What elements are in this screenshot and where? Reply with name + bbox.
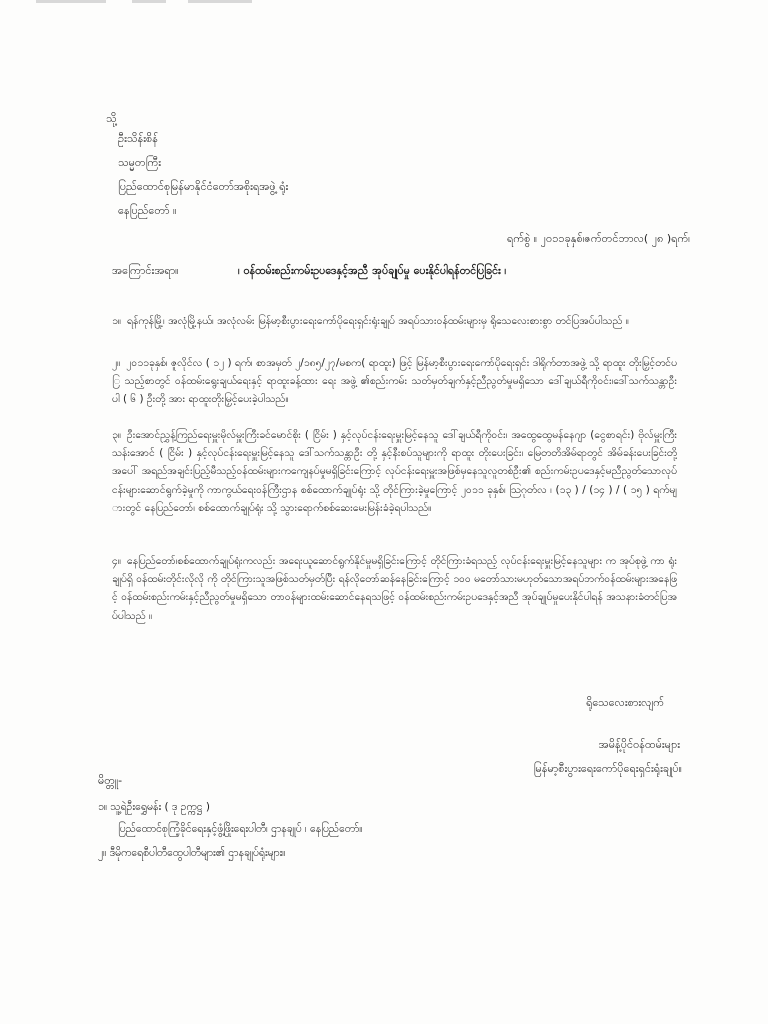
paragraph-number: ၂။ bbox=[112, 357, 121, 369]
scan-smudge bbox=[36, 0, 106, 3]
paragraph-text: နေပြည်တော်၊စစ်ထောက်ချုပ်ရုံးကလည်း အရေးယူဆောင်ရွက်နိုင်မှုမရှိခြင်းကြောင့် တိုင်ကြားခံရသည့် လုပ်ငန်းရေးမှူးမြင့်နေသူများ က အုပ်စုဖွဲ့ ကာ ရုံးချုပ်ရှိ ဝန်ထမ်းတိုင်းလိုလို ကို တိုင်ကြားသူအဖြစ်သတ်မှတ်ပြီး ရန်လိုတော်ဆန်နေခြင်းကြောင့် ၁၀ဝ မတော်သားမဟုတ်သောအရပ်ဘက်ဝန်ထမ်းများအနေဖြင့် ဝန်ထမ်းစည်းကမ်းနှင့်ညီညွတ်မှုမရှိသော တာဝန်များထမ်းဆောင်နေရသဖြင့် ဝန်ထမ်းစည်းကမ်းဥပဒေနှင့်အညီ အုပ်ချုပ်မှုပေးနိုင်ပါရန် အသနားခံတင်ပြအပ်ပါသည် ။ bbox=[112, 555, 677, 622]
cc-item: ၂။ ဒီမိုကရေစီပါတီထွေပါတီများ၏ ဌာနချုပ်ရုံးများ။ bbox=[98, 847, 286, 859]
paragraph-text: ဦးအောင်ညွှန့်ကြည်ရေးမှူးမိုလ်မှူးကြီးခင်မောင်စိုး ( ငြိမ်း ) နှင့်လုပ်ငန်းရေးမှူးမြင့်နေသူ ဒေါ်ချယ်ရီကိုဝင်း၊ အထွေထွေမန်နေဂျာ (ငွေစာရင်း) ဗိုလ်မှူးကြီးသန်းအောင် ( ငြိမ်း ) နှင့်လုပ်ငန်းရေးမှူးမြင့်နေသူ ဒေါ်သက်သန္တာဦး တို့ နှင့်နီးစပ်သူများကို ရာထူး တိုးပေးခြင်း၊ မြေတတိအိမ်ရာတွင် အိမ်ခန်းပေးခြင်းတို့ အပေါ် အရည်အချင်းပြည့်မီသည့်ဝန်ထမ်းများကကျေနပ်မှုမရှိခြင်းကြောင့် လုပ်ငန်းရေးမှူးအဖြစ်မှနေသူလူတစ်ဦး၏ စည်းကမ်းဥပဒေနှင့်မညီညွတ်သောလုပ်ငန်းများဆောင်ရွက်ခဲ့မှုကို ကာကွယ်ရေးဝန်ကြီးဌာန စစ်ထောက်ချုပ်ရုံး သို့ တိုင်ကြားခဲ့မှုကြောင့် ၂၀၁၁ ခုနှစ်၊ ဩဂုတ်လ ၊ (၁၃ ) / (၁၄ ) / ( ၁၅ ) ရက်များတွင် နေပြည်တော်၊ စစ်ထောက်ချုပ်ရုံး သို့ သွားရောက်စစ်ဆေးမေးမြန်းခံခဲ့ရပါသည်။ bbox=[112, 429, 677, 514]
paragraph-2 bbox=[112, 354, 677, 409]
paragraph-3 bbox=[112, 426, 677, 517]
subject-text: ၊ ဝန်ထမ်းစည်းကမ်းဥပဒေနှင့်အညီ အုပ်ချုပ်မှု ပေးနိုင်ပါရန်တင်ပြခြင်း ၊ bbox=[238, 264, 507, 277]
paragraph-4 bbox=[112, 552, 677, 625]
recipient-name: ဦးသိန်းစိန် bbox=[118, 132, 158, 145]
paragraph-text: ရန်ကုန်မြို့၊ အလုံမြို့နယ်၊ အလုံလမ်း မြန်မာ့စီးပွားရေးကော်ပိုရေးရှင်းရုံးချုပ် အရပ်သားဝန်ထမ်းများမှ ရိုသေလေးစားစွာ တင်ပြအပ်ပါသည် ။ bbox=[127, 315, 629, 327]
closing: ရိုသေလေးစားလျက် bbox=[586, 696, 664, 709]
recipient-title: သမ္မတကြီး bbox=[118, 156, 162, 169]
to-label: သို့ bbox=[106, 112, 117, 125]
signature-line-1: အမိန့်ပိုင်ဝန်ထမ်းများ bbox=[598, 738, 680, 751]
recipient-office: ပြည်ထောင်စုမြန်မာနိုင်ငံတော်အစိုးရအဖွဲ့ ရုံး bbox=[118, 180, 289, 193]
paragraph-1 bbox=[112, 312, 677, 330]
scan-smudge bbox=[132, 0, 166, 3]
paragraph-number: ၁။ bbox=[112, 315, 121, 327]
signature-line-2: မြန်မာ့စီးပွားရေးကော်ပိုရေးရှင်းရုံးချုပ်။ bbox=[533, 762, 682, 775]
recipient-city: နေပြည်တော် ။ bbox=[118, 204, 177, 217]
paragraph-number: ၄။ bbox=[112, 555, 121, 567]
cc-item: ပြည်ထောင်စုကြံ့ခိုင်ရေးနှင့်ဖွံ့ဖြိုးရေးပါတီ၊ ဌာနချုပ် ၊ နေပြည်တော်။ bbox=[118, 823, 363, 835]
cc-label: မိတ္တူ- bbox=[98, 774, 123, 787]
scan-smudge bbox=[188, 0, 252, 3]
paragraph-text: ၂၀၁၁ခုနှစ်၊ ဇူလိုင်လ ( ၁၂ ) ရက်၊ စာအမှတ် ၂/၁၈၅/၂၇/မစက( ရာထူး) ဖြင့် မြန်မာ့စီးပွားရေးကော်ပိုရေးရှင်း ဒါရိုက်တာအဖွဲ့ သို့ ရာထူး တိုးမြှင့်တင်ပြ သည့်စာတွင် ဝန်ထမ်းရွေးချယ်ရေးနှင့် ရာထူးခန့်ထား ရေး အဖွဲ့ ၏စည်းကမ်း သတ်မှတ်ချက်နှင့်ညီညွတ်မှုမရှိသော ဒေါ်ချယ်ရီကိုဝင်း၊ဒေါ်သက်သန္တာဦး ပါ ( ၆ ) ဦးတို့ အား ရာထူးတိုးမြှင့်ပေးခဲ့ပါသည်။ bbox=[112, 357, 677, 406]
date-line: ရက်စွဲ ။ ၂၀၁၁ခုနှစ်၊ဇက်တင်ဘာလ( ၂၈ )ရက်၊ bbox=[507, 232, 690, 245]
paragraph-number: ၃။ bbox=[112, 429, 121, 441]
subject-label: အကြောင်းအရာ။ bbox=[112, 264, 179, 277]
cc-item: ၁။ သူ့ရဲဦးရွှေမန်း ( ဒု ဥက္ကဋ္ဌ ) bbox=[98, 801, 210, 813]
